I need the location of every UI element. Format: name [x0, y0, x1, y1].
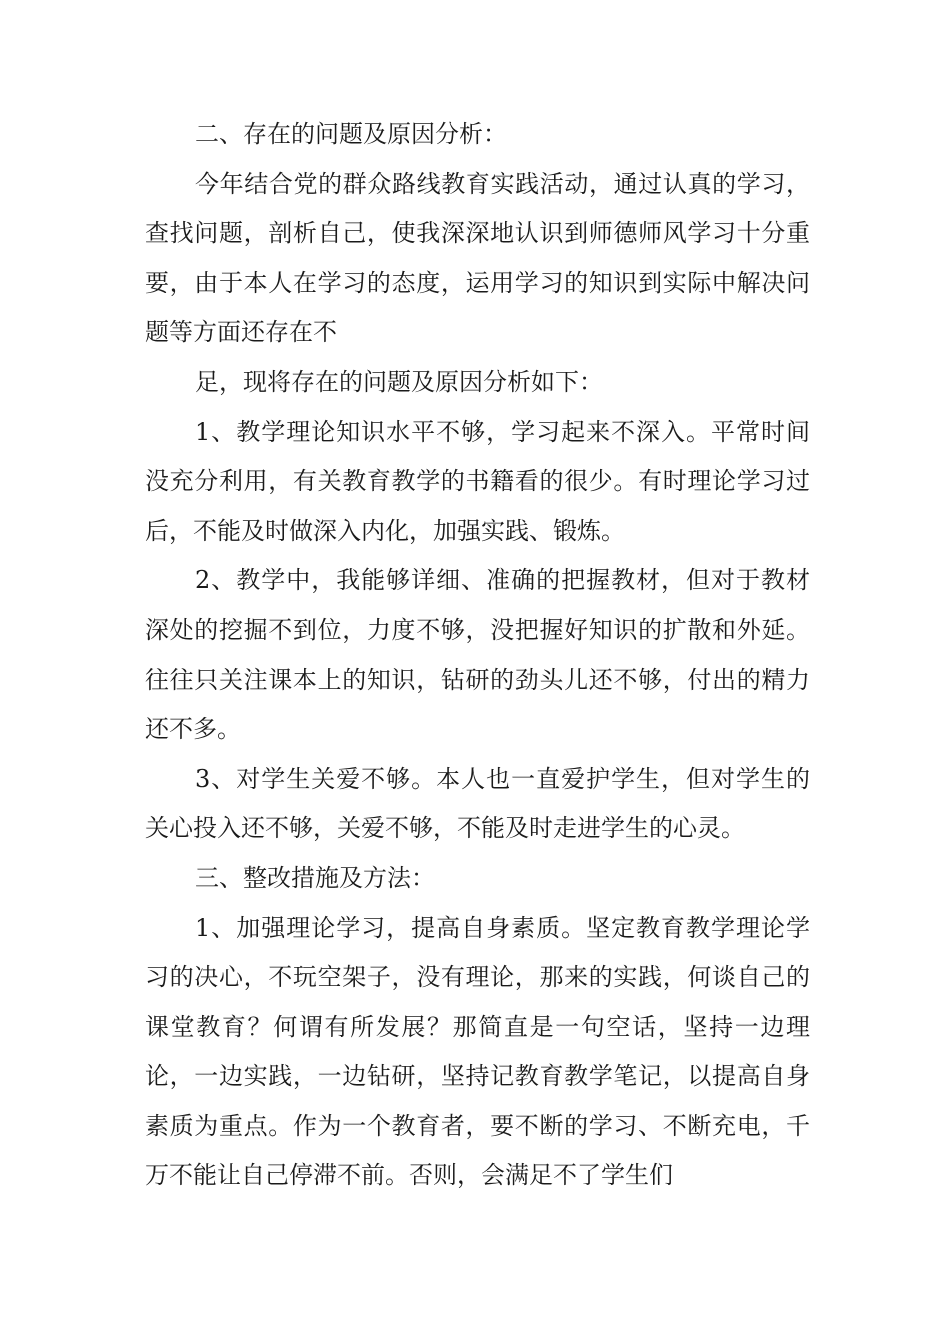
paragraph-measure-1: 1、加强理论学习，提高自身素质。坚定教育教学理论学习的决心，不玩空架子，没有理论，那来的实践，何谈自己的课堂教育？何谓有所发展？那简直是一句空话，坚持一边理论，一边实践，一边钻研，坚持记教育教学笔记，以提高自身素质为重点。作为一个教育者，要不断的学习、不断充电，千万不能让自己停滞不前。否则，会满足不了学生们 [145, 913, 810, 1190]
section-heading-measures: 三、整改措施及方法： [195, 863, 435, 892]
document-body [145, 110, 810, 1201]
paragraph-intro: 今年结合党的群众路线教育实践活动，通过认真的学习，查找问题，剖析自己，使我深深地认识到师德师风学习十分重要，由于本人在学习的态度，运用学习的知识到实际中解决问题等方面还存在不 [145, 169, 810, 347]
paragraph-problem-2: 2、教学中，我能够详细、准确的把握教材，但对于教材深处的挖掘不到位，力度不够，没把握好知识的扩散和外延。往往只关注课本上的知识，钻研的劲头儿还不够，付出的精力还不多。 [145, 566, 810, 744]
paragraph-problem-3: 3、对学生关爱不够。本人也一直爱护学生，但对学生的关心投入还不够，关爱不够，不能及时走进学生的心灵。 [145, 764, 810, 843]
paragraph-intro-continued: 足，现将存在的问题及原因分析如下： [195, 367, 603, 396]
section-heading-problems: 二、存在的问题及原因分析： [195, 120, 507, 148]
paragraph-problem-1: 1、教学理论知识水平不够，学习起来不深入。平常时间没充分利用，有关教育教学的书籍看的很少。有时理论学习过后，不能及时做深入内化，加强实践、锻炼。 [145, 417, 810, 545]
